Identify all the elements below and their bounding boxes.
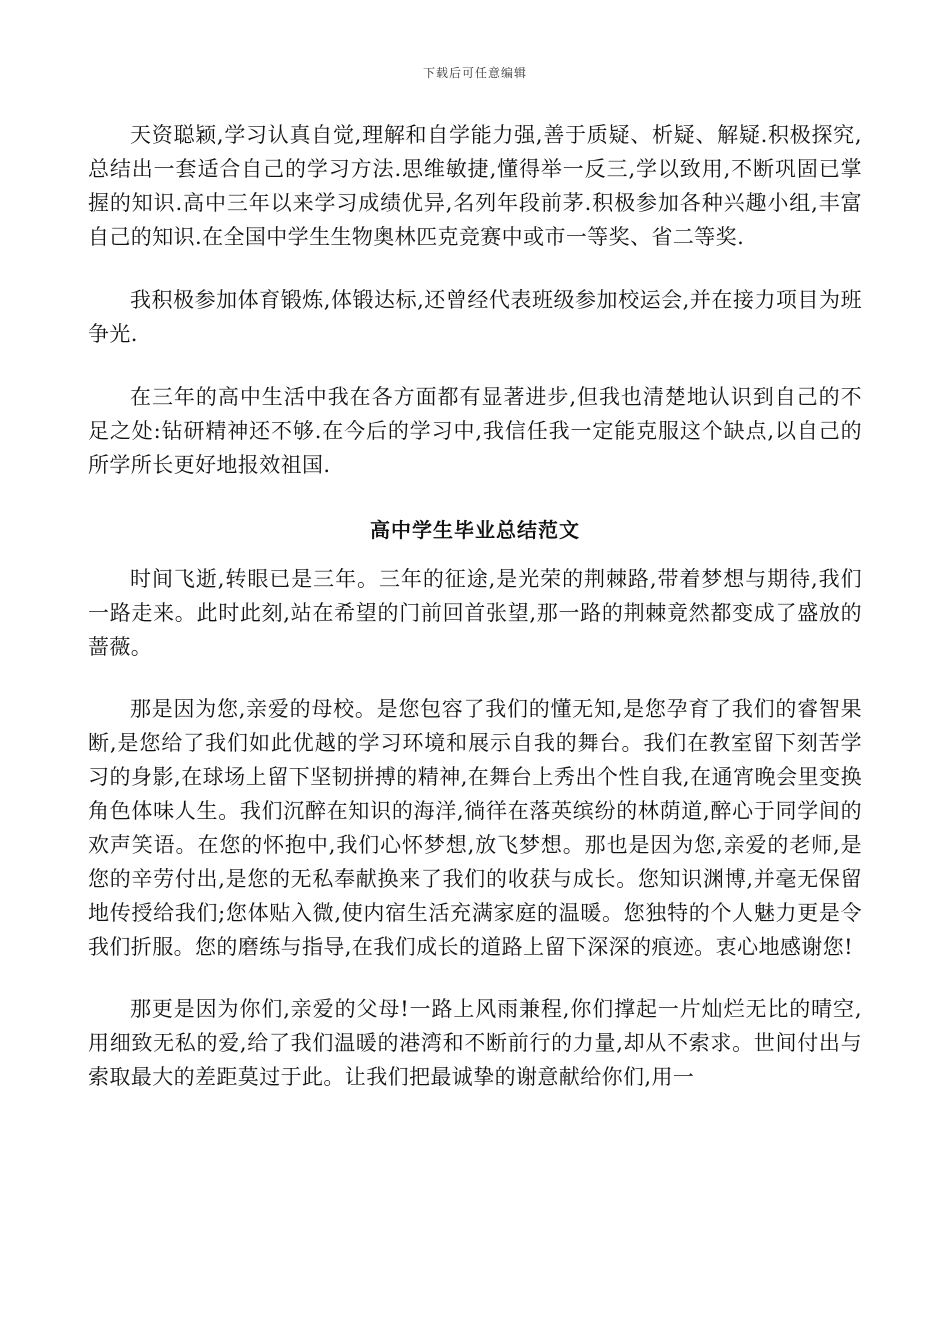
paragraph-shortcomings: 在三年的高中生活中我在各方面都有显著进步,但我也清楚地认识到自己的不足之处:钻研精神还不够.在今后的学习中,我信任我一定能克服这个缺点,以自己的所学所长更好地报效祖国. (88, 385, 862, 477)
section-title: 高中学生毕业总结范文 (370, 518, 580, 542)
paragraph-sports: 我积极参加体育锻炼,体锻达标,还曾经代表班级参加校运会,并在接力项目为班争光. (88, 288, 862, 346)
document-body (88, 118, 862, 1094)
paragraph-time-flies: 时间飞逝,转眼已是三年。三年的征途,是光荣的荆棘路,带着梦想与期待,我们一路走来。此时此刻,站在希望的门前回首张望,那一路的荆棘竟然都变成了盛放的蔷薇。 (88, 567, 862, 659)
header-note: 下载后可任意编辑 (422, 66, 527, 80)
paragraph-parents: 那更是因为你们,亲爱的父母!一路上风雨兼程,你们撑起一片灿烂无比的晴空,用细致无私的爱,给了我们温暖的港湾和不断前行的力量,却从不索求。世间付出与索取最大的差距莫过于此。让我们把最诚挚的谢意献给你们,用一 (88, 997, 862, 1089)
paragraph-alma-mater: 那是因为您,亲爱的母校。是您包容了我们的懂无知,是您孕育了我们的睿智果断,是您给了我们如此优越的学习环境和展示自我的舞台。我们在教室留下刻苦学习的身影,在球场上留下坚韧拼搏的精神,在舞台上秀出个性自我,在通宵晚会里变换角色体味人生。我们沉醉在知识的海洋,徜徉在落英缤纷的林荫道,醉心于同学间的欢声笑语。在您的怀抱中,我们心怀梦想,放飞梦想。那也是因为您,亲爱的老师,是您的辛劳付出,是您的无私奉献换来了我们的收获与成长。您知识渊博,并毫无保留地传授给我们;您体贴入微,使内宿生活充满家庭的温暖。您独特的个人魅力更是令我们折服。您的磨练与指导,在我们成长的道路上留下深深的痕迹。衷心地感谢您! (88, 697, 862, 959)
paragraph-study: 天资聪颖,学习认真自觉,理解和自学能力强,善于质疑、析疑、解疑.积极探究,总结出一套适合自己的学习方法.思维敏捷,懂得举一反三,学以致用,不断巩固已掌握的知识.高中三年以来学习成绩优异,名列年段前茅.积极参加各种兴趣小组,丰富自己的知识.在全国中学生生物奥林匹克竞赛中或市一等奖、省二等奖. (88, 123, 862, 249)
